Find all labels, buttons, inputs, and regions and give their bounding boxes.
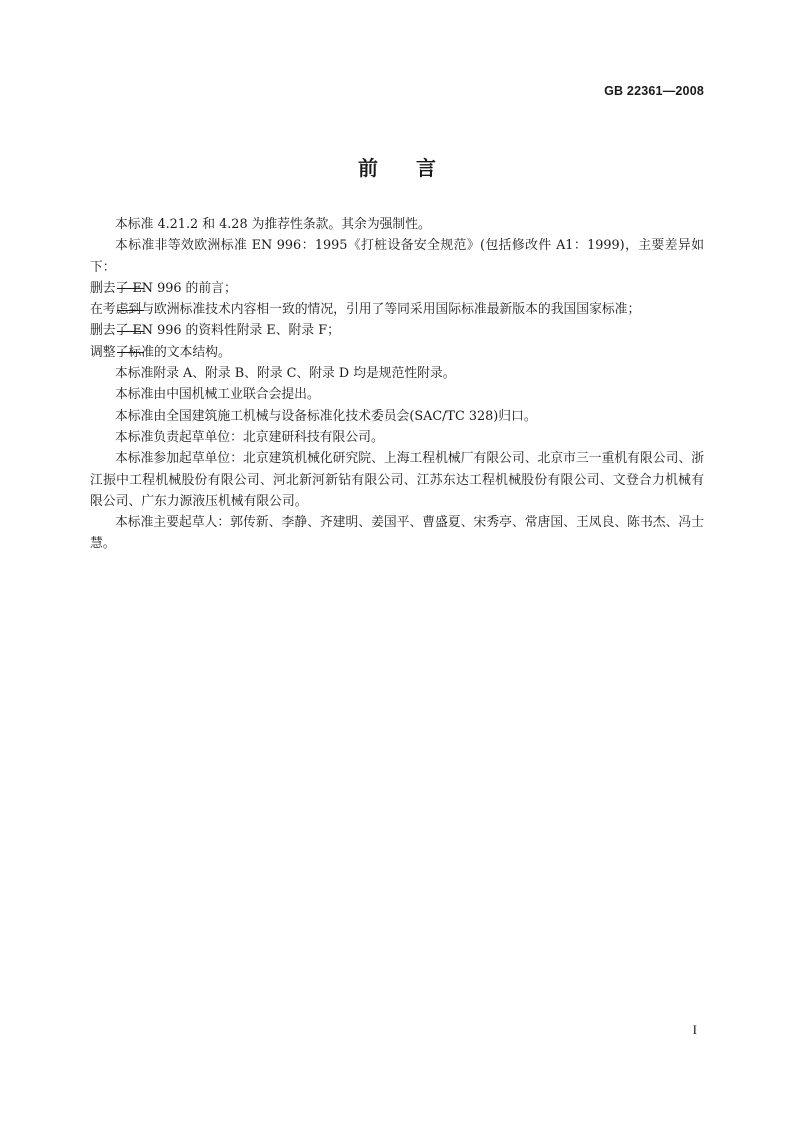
paragraph-committee: 本标准由全国建筑施工机械与设备标准化技术委员会(SAC/TC 328)归口。 bbox=[115, 408, 537, 424]
paragraph-equivalence: 本标准非等效欧洲标准 EN 996：1995《打桩设备安全规范》(包括修改件 A1：1999)，主要差异如下： bbox=[90, 238, 704, 275]
paragraph-participating-drafters: 本标准参加起草单位：北京建筑机械化研究院、上海工程机械厂有限公司、北京市三一重机有限公司、浙江振中工程机械股份有限公司、河北新河新钻有限公司、江苏东达工程机械股份有限公司、文登合力机械有限公司、广东力源液压机械有限公司。 bbox=[90, 451, 704, 509]
list-item-differences-2 bbox=[90, 299, 704, 320]
list-item-differences-3 bbox=[90, 320, 704, 341]
list-item-text: 调整了标准的文本结构。 bbox=[90, 344, 231, 360]
standard-number: GB 22361—2008 bbox=[604, 84, 704, 98]
paragraph-responsible-drafter: 本标准负责起草单位：北京建研科技有限公司。 bbox=[115, 429, 384, 445]
list-item-differences-1 bbox=[90, 278, 704, 299]
paragraph-recommended-clauses: 本标准 4.21.2 和 4.28 为推荐性条款。其余为强制性。 bbox=[115, 217, 431, 232]
foreword-body bbox=[90, 214, 704, 555]
paragraph-normative-annexes: 本标准附录 A、附录 B、附录 C、附录 D 均是规范性附录。 bbox=[115, 366, 456, 382]
em-dash-bullet bbox=[117, 352, 144, 353]
list-item-text: 在考虑到与欧洲标准技术内容相一致的情况，引用了等同采用国际标准最新版本的我国国家标准； bbox=[90, 302, 641, 318]
paragraph-proposer: 本标准由中国机械工业联合会提出。 bbox=[115, 387, 320, 403]
page-title bbox=[0, 152, 794, 181]
list-item-text: 删去了 EN 996 的前言； bbox=[90, 280, 237, 296]
list-item-differences-4 bbox=[90, 342, 704, 363]
page-number: I bbox=[692, 1022, 697, 1037]
title-char-2: 言 bbox=[416, 156, 436, 180]
paragraph-main-drafters: 本标准主要起草人：郭传新、李静、齐建明、姜国平、曹盛夏、宋秀亭、常唐国、王凤良、陈书杰、冯士慧。 bbox=[90, 515, 704, 552]
em-dash-bullet bbox=[117, 310, 144, 311]
title-char-1: 前 bbox=[358, 156, 378, 180]
list-item-text: 删去了 EN 996 的资料性附录 E、附录 F； bbox=[90, 323, 340, 339]
em-dash-bullet bbox=[117, 288, 144, 289]
em-dash-bullet bbox=[117, 331, 144, 332]
